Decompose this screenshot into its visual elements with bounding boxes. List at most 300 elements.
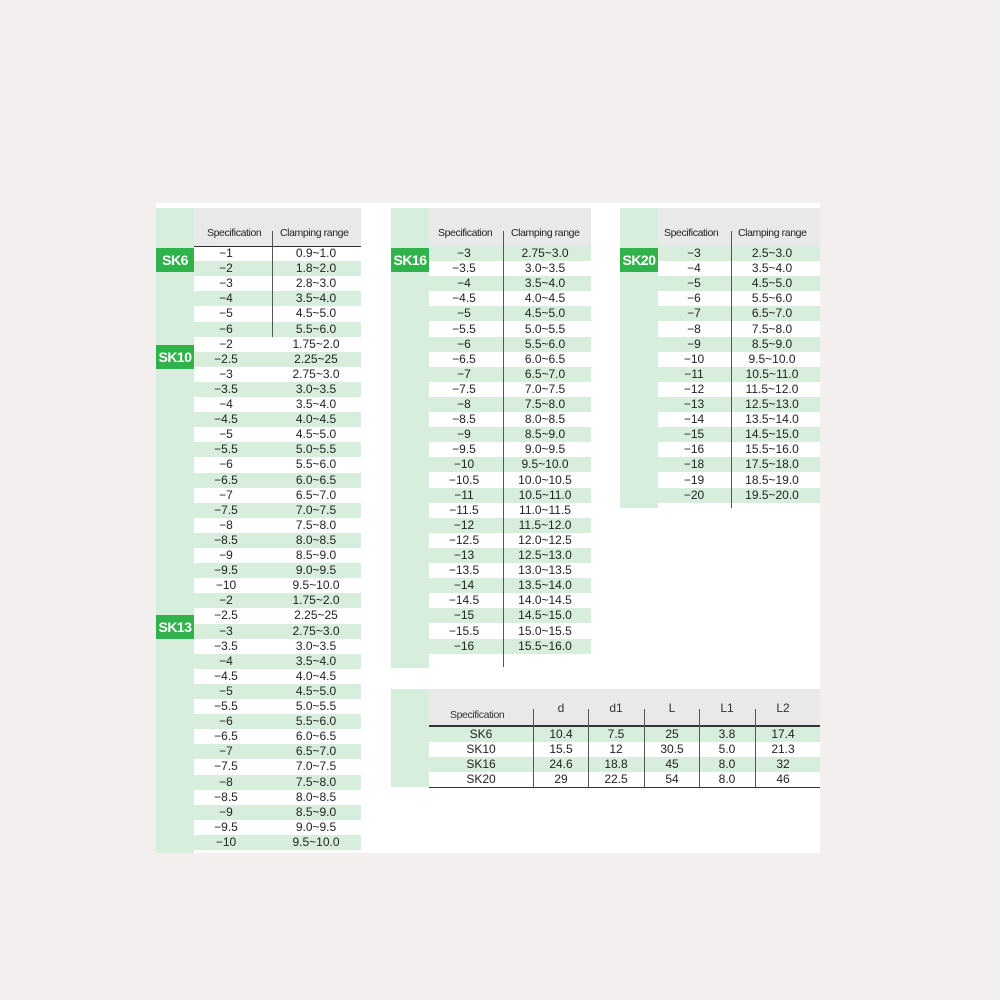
table-row [194, 261, 361, 276]
range-cell: 14.5~15.0 [518, 608, 572, 623]
range-cell: 4.0~4.5 [524, 291, 566, 306]
range-cell: 9.5~10.0 [748, 351, 796, 366]
dim-value-cell: 24.6 [549, 757, 573, 771]
spec-cell: −16 [453, 638, 475, 653]
range-cell: 6.5~7.0 [751, 306, 793, 321]
dim-value-cell: 25 [665, 727, 679, 741]
badge-sk20: SK20 [620, 248, 658, 272]
table-row [658, 352, 820, 367]
range-cell: 5.5~6.0 [295, 457, 337, 472]
table-row [429, 291, 591, 306]
table-bottom-line [429, 787, 820, 788]
spec-cell: −6 [219, 714, 233, 729]
table-row [194, 790, 361, 805]
range-cell: 5.5~6.0 [295, 321, 337, 336]
badge-sk16: SK16 [391, 248, 429, 272]
range-cell: 4.5~5.0 [524, 306, 566, 321]
range-cell: 5.5~6.0 [751, 291, 793, 306]
spec-cell: −5 [219, 427, 233, 442]
table-row [194, 412, 361, 427]
range-cell: 15.5~16.0 [745, 442, 799, 457]
range-cell: 11.5~12.0 [518, 517, 572, 532]
range-cell: 7.0~7.5 [295, 502, 337, 517]
range-cell: 5.0~5.5 [524, 321, 566, 336]
range-cell: 5.5~6.0 [524, 336, 566, 351]
dim-value-cell: 8.0 [718, 757, 736, 771]
spec-cell: −3 [219, 366, 233, 381]
table-row [429, 503, 591, 518]
range-cell: 17.5~18.0 [745, 457, 799, 472]
dim-value-cell: 18.8 [604, 757, 628, 771]
range-cell: 4.5~5.0 [295, 306, 337, 321]
table-row [658, 427, 820, 442]
table-row [194, 714, 361, 729]
range-cell: 9.5~10.0 [292, 578, 340, 593]
range-cell: 9.0~9.5 [295, 819, 337, 834]
column-divider [699, 709, 700, 787]
table-row [194, 246, 361, 261]
range-cell: 3.5~4.0 [751, 261, 793, 276]
range-cell: 3.0~3.5 [295, 381, 337, 396]
panel-side-strip [391, 689, 429, 787]
table-row [194, 488, 361, 503]
dim-spec-cell: SK20 [466, 772, 496, 786]
spec-cell: −4 [457, 276, 471, 291]
dim-header-specification: Specification [450, 709, 505, 721]
spec-cell: −9 [687, 336, 701, 351]
spec-cell: −7 [219, 487, 233, 502]
spec-cell: −8 [457, 397, 471, 411]
range-cell: 6.0~6.5 [524, 351, 566, 366]
spec-cell: −14.5 [448, 593, 480, 608]
table-row [658, 382, 820, 397]
spec-cell: −14 [453, 578, 475, 593]
spec-cell: −5.5 [214, 442, 238, 457]
range-cell: 2.5~3.0 [751, 246, 793, 260]
range-cell: 13.5~14.0 [518, 578, 572, 593]
dimensions-row [429, 742, 820, 757]
table-row [194, 306, 361, 321]
table-row [194, 382, 361, 397]
range-cell: 10.5~11.0 [518, 487, 572, 502]
spec-cell: −4.5 [214, 668, 238, 683]
table-row [658, 473, 820, 488]
spec-cell: −13 [683, 397, 705, 411]
range-cell: 12.5~13.0 [518, 548, 572, 562]
range-cell: 4.5~5.0 [295, 683, 337, 698]
dim-value-cell: 32 [776, 757, 790, 771]
table-row [194, 563, 361, 578]
range-cell: 12.0~12.5 [518, 532, 572, 547]
dim-spec-cell: SK16 [466, 757, 496, 771]
table-row [658, 306, 820, 321]
range-cell: 2.8~3.0 [295, 276, 337, 291]
table-row [658, 276, 820, 291]
table-row [194, 367, 361, 382]
range-cell: 2.75~3.0 [292, 366, 340, 381]
spec-cell: −8 [219, 774, 233, 789]
range-cell: 9.0~9.5 [524, 442, 566, 457]
dim-header-l: L [668, 701, 676, 715]
spec-cell: −10.5 [448, 472, 480, 487]
table-header [194, 208, 361, 247]
range-cell: 3.5~4.0 [295, 291, 337, 306]
range-cell: 8.0~8.5 [295, 532, 337, 547]
table-row [194, 548, 361, 563]
header-clamping-range: Clamping range [738, 227, 807, 239]
spec-cell: −6.5 [452, 351, 476, 366]
spec-cell: −20 [683, 487, 705, 502]
range-cell: 8.0~8.5 [295, 789, 337, 804]
spec-cell: −6 [457, 336, 471, 351]
range-cell: 3.5~4.0 [524, 276, 566, 291]
range-cell: 11.5~12.0 [745, 381, 799, 396]
spec-cell: −7 [687, 306, 701, 321]
dim-value-cell: 12 [609, 742, 623, 756]
range-cell: 2.25~25 [294, 608, 338, 623]
table-row [658, 337, 820, 352]
table-row [658, 457, 820, 472]
table-row [429, 261, 591, 276]
dim-header-d1: d1 [609, 701, 623, 715]
table-row [194, 397, 361, 412]
spec-cell: −9 [219, 804, 233, 819]
spec-cell: −7.5 [214, 759, 238, 774]
range-cell: 14.0~14.5 [518, 593, 572, 608]
spec-cell: −12 [453, 517, 475, 532]
panel-sk6-sk10-sk13 [156, 208, 361, 853]
table-row [429, 593, 591, 608]
dim-spec-cell: SK6 [469, 727, 493, 741]
spec-cell: −8.5 [214, 532, 238, 547]
spec-cell: −15 [453, 608, 475, 623]
dim-value-cell: 8.0 [718, 772, 736, 786]
range-cell: 8.5~9.0 [295, 548, 337, 562]
table-row [658, 322, 820, 337]
dimensions-row [429, 772, 820, 787]
table-row [194, 503, 361, 518]
dim-value-cell: 54 [665, 772, 679, 786]
spec-cell: −9.5 [452, 442, 476, 457]
range-cell: 1.75~2.0 [292, 336, 340, 351]
table-row [194, 291, 361, 306]
range-cell: 6.0~6.5 [295, 729, 337, 744]
table-row [658, 412, 820, 427]
spec-cell: −9 [219, 548, 233, 562]
spec-cell: −16 [683, 442, 705, 457]
dim-spec-cell: SK10 [466, 742, 496, 756]
table-row [429, 427, 591, 442]
header-clamping-range: Clamping range [280, 227, 349, 239]
spec-cell: −9 [457, 427, 471, 442]
table-row [194, 820, 361, 835]
range-cell: 7.5~8.0 [751, 321, 793, 336]
range-cell: 13.0~13.5 [518, 563, 572, 578]
panel-sk20 [620, 208, 820, 508]
range-cell: 19.5~20.0 [745, 487, 799, 502]
spec-cell: −6.5 [214, 729, 238, 744]
range-cell: 8.0~8.5 [524, 412, 566, 427]
table-row [658, 367, 820, 382]
table-row [194, 593, 361, 608]
dim-value-cell: 29 [554, 772, 568, 786]
range-cell: 8.5~9.0 [295, 804, 337, 819]
table-row [194, 442, 361, 457]
table-row [194, 337, 361, 352]
table-row [194, 729, 361, 744]
column-divider [503, 246, 504, 667]
spec-cell: −4 [219, 397, 233, 411]
spec-cell: −11 [684, 366, 704, 381]
range-cell: 8.5~9.0 [751, 336, 793, 351]
range-cell: 6.5~7.0 [295, 487, 337, 502]
table-row [658, 488, 820, 503]
badge-sk10: SK10 [156, 345, 194, 369]
range-cell: 4.0~4.5 [295, 412, 337, 427]
table-row [194, 835, 361, 850]
dimensions-table [391, 689, 820, 787]
dim-value-cell: 30.5 [660, 742, 684, 756]
spec-cell: −5.5 [214, 699, 238, 713]
table-row [194, 639, 361, 654]
range-cell: 15.0~15.5 [518, 623, 572, 638]
range-cell: 8.5~9.0 [524, 427, 566, 442]
range-cell: 15.5~16.0 [518, 638, 572, 653]
table-row [429, 397, 591, 412]
spec-cell: −15.5 [448, 623, 480, 638]
table-row [429, 382, 591, 397]
dim-header-l2: L2 [776, 701, 790, 715]
spec-cell: −3.5 [214, 381, 238, 396]
range-cell: 7.0~7.5 [524, 381, 566, 396]
table-row [429, 624, 591, 639]
spec-cell: −1 [219, 246, 233, 260]
column-divider [533, 709, 534, 787]
dimensions-header [429, 689, 820, 725]
dim-value-cell: 17.4 [771, 727, 795, 741]
dim-value-cell: 46 [776, 772, 790, 786]
table-row [429, 533, 591, 548]
column-divider [644, 709, 645, 787]
dim-value-cell: 15.5 [549, 742, 573, 756]
spec-cell: −11.5 [449, 502, 479, 517]
table-row [658, 246, 820, 261]
range-cell: 18.5~19.0 [745, 472, 799, 487]
table-row [429, 608, 591, 623]
table-row [429, 442, 591, 457]
table-row [194, 699, 361, 714]
spec-cell: −8.5 [214, 789, 238, 804]
spec-cell: −4 [219, 653, 233, 668]
table-row [658, 397, 820, 412]
range-cell: 0.9~1.0 [295, 246, 337, 260]
range-cell: 5.5~6.0 [295, 714, 337, 729]
spec-cell: −5.5 [452, 321, 476, 336]
table-row [194, 427, 361, 442]
table-row [429, 276, 591, 291]
spec-sheet [156, 203, 820, 853]
dim-value-cell: 22.5 [604, 772, 628, 786]
range-cell: 3.5~4.0 [295, 653, 337, 668]
dim-header-d: d [557, 701, 565, 715]
range-cell: 4.5~5.0 [751, 276, 793, 291]
table-row [429, 578, 591, 593]
range-cell: 6.5~7.0 [295, 744, 337, 759]
spec-cell: −3 [219, 276, 233, 291]
spec-cell: −7.5 [214, 502, 238, 517]
spec-cell: −12.5 [448, 532, 480, 547]
spec-cell: −4 [687, 261, 701, 276]
dimensions-row [429, 727, 820, 742]
spec-cell: −6 [219, 457, 233, 472]
spec-cell: −2 [219, 261, 233, 276]
table-row [194, 457, 361, 472]
table-row [429, 367, 591, 382]
range-cell: 3.0~3.5 [295, 638, 337, 653]
panel-sk16 [391, 208, 591, 668]
dim-value-cell: 10.4 [549, 727, 573, 741]
table-row [658, 291, 820, 306]
spec-cell: −5 [457, 306, 471, 321]
spec-cell: −4.5 [452, 291, 476, 306]
table-row [429, 639, 591, 654]
range-cell: 13.5~14.0 [745, 412, 799, 427]
spec-cell: −5 [687, 276, 701, 291]
dim-value-cell: 7.5 [607, 727, 625, 741]
table-row [429, 337, 591, 352]
table-row [429, 352, 591, 367]
spec-cell: −3 [457, 246, 471, 260]
spec-cell: −13 [453, 548, 475, 562]
table-row [429, 548, 591, 563]
table-row [429, 488, 591, 503]
column-divider [272, 246, 273, 337]
header-clamping-range: Clamping range [511, 227, 580, 239]
range-cell: 9.5~10.0 [521, 457, 569, 472]
table-row [194, 518, 361, 533]
spec-cell: −10 [215, 834, 237, 849]
spec-cell: −6 [687, 291, 701, 306]
dim-value-cell: 5.0 [718, 742, 736, 756]
table-row [429, 518, 591, 533]
table-row [194, 473, 361, 488]
spec-cell: −6.5 [214, 472, 238, 487]
spec-cell: −9.5 [214, 819, 238, 834]
table-row [194, 533, 361, 548]
range-cell: 12.5~13.0 [745, 397, 799, 411]
column-divider [588, 709, 589, 787]
spec-cell: −15 [683, 427, 705, 442]
spec-cell: −3 [219, 623, 233, 638]
table-row [429, 412, 591, 427]
header-specification: Specification [664, 227, 719, 239]
range-cell: 9.0~9.5 [295, 563, 337, 578]
spec-cell: −18 [683, 457, 705, 472]
spec-cell: −10 [215, 578, 237, 593]
range-cell: 6.0~6.5 [295, 472, 337, 487]
range-cell: 7.5~8.0 [295, 774, 337, 789]
range-cell: 9.5~10.0 [292, 834, 340, 849]
table-row [194, 322, 361, 337]
badge-sk6: SK6 [156, 248, 194, 272]
table-row [194, 684, 361, 699]
spec-cell: −8.5 [452, 412, 476, 427]
range-cell: 5.0~5.5 [295, 442, 337, 457]
range-cell: 2.75~3.0 [521, 246, 569, 260]
spec-cell: −4.5 [214, 412, 238, 427]
table-row [194, 578, 361, 593]
table-row [194, 624, 361, 639]
header-specification: Specification [438, 227, 493, 239]
range-cell: 3.5~4.0 [295, 397, 337, 411]
spec-cell: −5 [219, 683, 233, 698]
table-row [429, 246, 591, 261]
table-row [429, 563, 591, 578]
table-row [194, 276, 361, 291]
spec-cell: −8 [687, 321, 701, 336]
table-row [429, 322, 591, 337]
range-cell: 3.0~3.5 [524, 261, 566, 276]
table-row [429, 473, 591, 488]
column-divider [755, 709, 756, 787]
spec-cell: −2.5 [214, 351, 238, 366]
spec-cell: −2 [219, 593, 233, 608]
spec-cell: −7.5 [452, 381, 476, 396]
spec-cell: −8 [219, 517, 233, 532]
range-cell: 2.75~3.0 [292, 623, 340, 638]
table-row [658, 442, 820, 457]
range-cell: 10.0~10.5 [518, 472, 572, 487]
table-row [194, 608, 361, 623]
table-row [194, 669, 361, 684]
range-cell: 10.5~11.0 [745, 366, 799, 381]
spec-cell: −2 [219, 336, 233, 351]
range-cell: 7.0~7.5 [295, 759, 337, 774]
table-row [194, 805, 361, 820]
table-row [194, 759, 361, 774]
range-cell: 7.5~8.0 [524, 397, 566, 411]
spec-cell: −10 [683, 351, 705, 366]
table-header [429, 208, 591, 247]
table-row [194, 775, 361, 790]
spec-cell: −5 [219, 306, 233, 321]
table-row [429, 306, 591, 321]
table-row [194, 744, 361, 759]
dimensions-row [429, 757, 820, 772]
range-cell: 11.0~11.5 [519, 502, 571, 517]
spec-cell: −19 [683, 472, 705, 487]
spec-cell: −3.5 [452, 261, 476, 276]
spec-cell: −6 [219, 321, 233, 336]
spec-cell: −7 [219, 744, 233, 759]
table-row [658, 261, 820, 276]
spec-cell: −9.5 [214, 563, 238, 578]
column-divider [731, 246, 732, 508]
spec-cell: −10 [453, 457, 475, 472]
spec-cell: −12 [683, 381, 705, 396]
dim-value-cell: 3.8 [718, 727, 736, 741]
range-cell: 1.75~2.0 [292, 593, 340, 608]
table-row [194, 654, 361, 669]
range-cell: 1.8~2.0 [295, 261, 337, 276]
range-cell: 6.5~7.0 [524, 366, 566, 381]
range-cell: 14.5~15.0 [745, 427, 799, 442]
dim-value-cell: 45 [665, 757, 679, 771]
spec-cell: −14 [683, 412, 705, 427]
table-row [429, 457, 591, 472]
spec-cell: −4 [219, 291, 233, 306]
range-cell: 5.0~5.5 [295, 699, 337, 713]
